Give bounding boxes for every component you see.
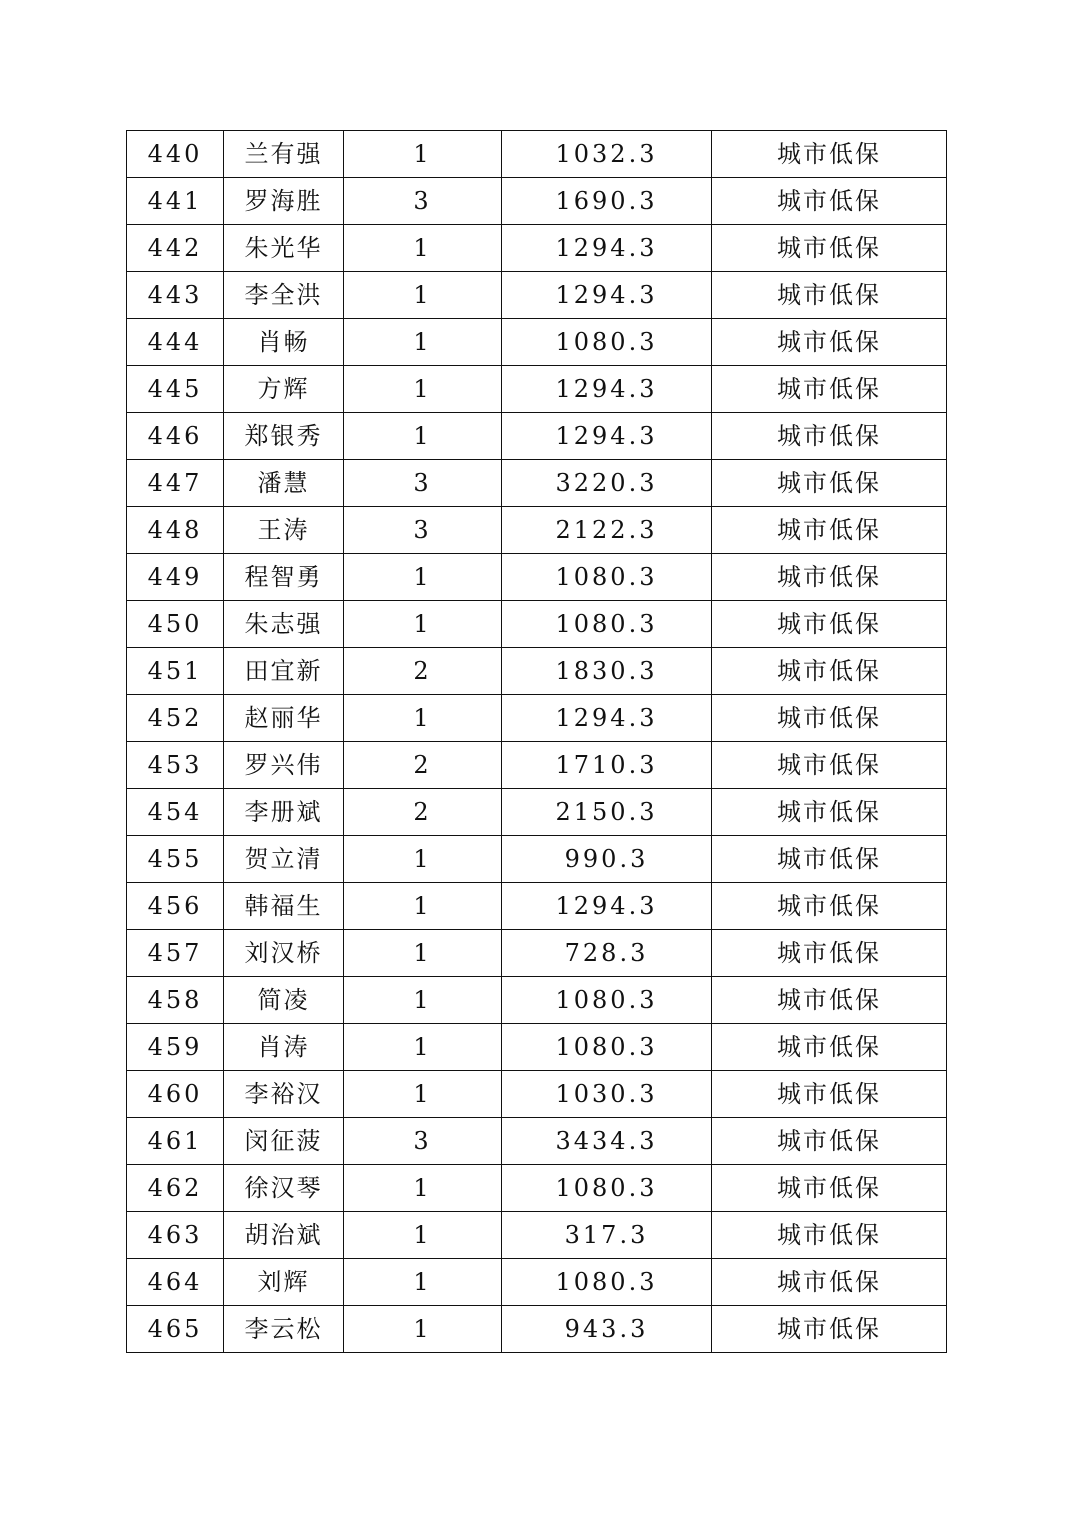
- table-row: [127, 131, 947, 178]
- assistance-type-cell: 城市低保: [712, 272, 947, 319]
- row-number-cell: 463: [127, 1212, 224, 1259]
- assistance-type-cell: 城市低保: [712, 1212, 947, 1259]
- amount-cell: 728.3: [502, 930, 712, 977]
- household-count-cell: 3: [344, 507, 502, 554]
- row-number-cell: 458: [127, 977, 224, 1024]
- assistance-type-cell: 城市低保: [712, 131, 947, 178]
- assistance-type-cell: 城市低保: [712, 648, 947, 695]
- assistance-type-cell: 城市低保: [712, 1118, 947, 1165]
- row-number-cell: 456: [127, 883, 224, 930]
- amount-cell: 1294.3: [502, 883, 712, 930]
- household-count-cell: 1: [344, 1259, 502, 1306]
- amount-cell: 1294.3: [502, 272, 712, 319]
- row-number-cell: 465: [127, 1306, 224, 1353]
- amount-cell: 1080.3: [502, 554, 712, 601]
- amount-cell: 1080.3: [502, 1165, 712, 1212]
- household-count-cell: 1: [344, 1306, 502, 1353]
- amount-cell: 1294.3: [502, 413, 712, 460]
- name-cell: 贺立清: [224, 836, 344, 883]
- row-number-cell: 455: [127, 836, 224, 883]
- table-row: [127, 1165, 947, 1212]
- assistance-type-cell: 城市低保: [712, 977, 947, 1024]
- table-row: [127, 507, 947, 554]
- household-count-cell: 2: [344, 742, 502, 789]
- name-cell: 郑银秀: [224, 413, 344, 460]
- household-count-cell: 1: [344, 225, 502, 272]
- row-number-cell: 440: [127, 131, 224, 178]
- row-number-cell: 459: [127, 1024, 224, 1071]
- row-number-cell: 457: [127, 930, 224, 977]
- assistance-type-cell: 城市低保: [712, 742, 947, 789]
- household-count-cell: 3: [344, 178, 502, 225]
- assistance-type-cell: 城市低保: [712, 1306, 947, 1353]
- row-number-cell: 441: [127, 178, 224, 225]
- table-row: [127, 554, 947, 601]
- assistance-type-cell: 城市低保: [712, 1165, 947, 1212]
- table-row: [127, 1024, 947, 1071]
- table-row: [127, 601, 947, 648]
- name-cell: 赵丽华: [224, 695, 344, 742]
- name-cell: 兰有强: [224, 131, 344, 178]
- assistance-type-cell: 城市低保: [712, 836, 947, 883]
- row-number-cell: 462: [127, 1165, 224, 1212]
- table-row: [127, 413, 947, 460]
- table-row: [127, 789, 947, 836]
- table-row: [127, 272, 947, 319]
- amount-cell: 1830.3: [502, 648, 712, 695]
- name-cell: 罗海胜: [224, 178, 344, 225]
- name-cell: 刘辉: [224, 1259, 344, 1306]
- assistance-type-cell: 城市低保: [712, 1071, 947, 1118]
- amount-cell: 1294.3: [502, 225, 712, 272]
- household-count-cell: 1: [344, 1024, 502, 1071]
- household-count-cell: 1: [344, 272, 502, 319]
- assistance-type-cell: 城市低保: [712, 413, 947, 460]
- assistance-type-cell: 城市低保: [712, 507, 947, 554]
- amount-cell: 1030.3: [502, 1071, 712, 1118]
- name-cell: 程智勇: [224, 554, 344, 601]
- name-cell: 朱志强: [224, 601, 344, 648]
- name-cell: 方辉: [224, 366, 344, 413]
- assistance-type-cell: 城市低保: [712, 1024, 947, 1071]
- amount-cell: 1294.3: [502, 366, 712, 413]
- row-number-cell: 461: [127, 1118, 224, 1165]
- household-count-cell: 3: [344, 1118, 502, 1165]
- row-number-cell: 452: [127, 695, 224, 742]
- amount-cell: 2122.3: [502, 507, 712, 554]
- household-count-cell: 1: [344, 977, 502, 1024]
- table-row: [127, 366, 947, 413]
- table-row: [127, 1212, 947, 1259]
- assistance-type-cell: 城市低保: [712, 695, 947, 742]
- table-row: [127, 836, 947, 883]
- table-row: [127, 1071, 947, 1118]
- row-number-cell: 444: [127, 319, 224, 366]
- amount-cell: 1690.3: [502, 178, 712, 225]
- amount-cell: 1032.3: [502, 131, 712, 178]
- household-count-cell: 1: [344, 836, 502, 883]
- name-cell: 李全洪: [224, 272, 344, 319]
- amount-cell: 1080.3: [502, 1024, 712, 1071]
- household-count-cell: 1: [344, 554, 502, 601]
- table-row: [127, 460, 947, 507]
- name-cell: 王涛: [224, 507, 344, 554]
- row-number-cell: 448: [127, 507, 224, 554]
- assistance-type-cell: 城市低保: [712, 178, 947, 225]
- household-count-cell: 1: [344, 319, 502, 366]
- table-row: [127, 977, 947, 1024]
- recipient-table: [126, 130, 947, 1353]
- name-cell: 李册斌: [224, 789, 344, 836]
- assistance-type-cell: 城市低保: [712, 1259, 947, 1306]
- name-cell: 田宜新: [224, 648, 344, 695]
- table-row: [127, 1259, 947, 1306]
- row-number-cell: 454: [127, 789, 224, 836]
- name-cell: 闵征菠: [224, 1118, 344, 1165]
- household-count-cell: 2: [344, 648, 502, 695]
- row-number-cell: 447: [127, 460, 224, 507]
- name-cell: 李云松: [224, 1306, 344, 1353]
- amount-cell: 990.3: [502, 836, 712, 883]
- name-cell: 罗兴伟: [224, 742, 344, 789]
- row-number-cell: 446: [127, 413, 224, 460]
- amount-cell: 1080.3: [502, 319, 712, 366]
- table-row: [127, 1306, 947, 1353]
- name-cell: 肖畅: [224, 319, 344, 366]
- assistance-type-cell: 城市低保: [712, 554, 947, 601]
- assistance-type-cell: 城市低保: [712, 930, 947, 977]
- name-cell: 朱光华: [224, 225, 344, 272]
- assistance-type-cell: 城市低保: [712, 460, 947, 507]
- assistance-type-cell: 城市低保: [712, 789, 947, 836]
- row-number-cell: 460: [127, 1071, 224, 1118]
- table-row: [127, 695, 947, 742]
- amount-cell: 2150.3: [502, 789, 712, 836]
- table-row: [127, 1118, 947, 1165]
- name-cell: 刘汉桥: [224, 930, 344, 977]
- assistance-type-cell: 城市低保: [712, 225, 947, 272]
- assistance-type-cell: 城市低保: [712, 601, 947, 648]
- household-count-cell: 1: [344, 1071, 502, 1118]
- amount-cell: 1294.3: [502, 695, 712, 742]
- table-row: [127, 648, 947, 695]
- assistance-type-cell: 城市低保: [712, 319, 947, 366]
- table-row: [127, 225, 947, 272]
- assistance-type-cell: 城市低保: [712, 883, 947, 930]
- table-row: [127, 742, 947, 789]
- row-number-cell: 445: [127, 366, 224, 413]
- table-row: [127, 883, 947, 930]
- name-cell: 潘慧: [224, 460, 344, 507]
- household-count-cell: 1: [344, 366, 502, 413]
- household-count-cell: 1: [344, 930, 502, 977]
- name-cell: 李裕汉: [224, 1071, 344, 1118]
- amount-cell: 1080.3: [502, 601, 712, 648]
- household-count-cell: 1: [344, 1212, 502, 1259]
- name-cell: 徐汉琴: [224, 1165, 344, 1212]
- amount-cell: 317.3: [502, 1212, 712, 1259]
- row-number-cell: 442: [127, 225, 224, 272]
- row-number-cell: 453: [127, 742, 224, 789]
- amount-cell: 1080.3: [502, 977, 712, 1024]
- name-cell: 韩福生: [224, 883, 344, 930]
- name-cell: 胡治斌: [224, 1212, 344, 1259]
- row-number-cell: 450: [127, 601, 224, 648]
- name-cell: 简凌: [224, 977, 344, 1024]
- row-number-cell: 464: [127, 1259, 224, 1306]
- row-number-cell: 451: [127, 648, 224, 695]
- row-number-cell: 443: [127, 272, 224, 319]
- amount-cell: 3220.3: [502, 460, 712, 507]
- household-count-cell: 3: [344, 460, 502, 507]
- amount-cell: 943.3: [502, 1306, 712, 1353]
- row-number-cell: 449: [127, 554, 224, 601]
- amount-cell: 1080.3: [502, 1259, 712, 1306]
- household-count-cell: 1: [344, 1165, 502, 1212]
- household-count-cell: 1: [344, 413, 502, 460]
- table-row: [127, 319, 947, 366]
- amount-cell: 1710.3: [502, 742, 712, 789]
- household-count-cell: 1: [344, 695, 502, 742]
- recipient-table-body: [127, 131, 947, 1353]
- assistance-type-cell: 城市低保: [712, 366, 947, 413]
- household-count-cell: 1: [344, 883, 502, 930]
- amount-cell: 3434.3: [502, 1118, 712, 1165]
- name-cell: 肖涛: [224, 1024, 344, 1071]
- household-count-cell: 1: [344, 131, 502, 178]
- household-count-cell: 1: [344, 601, 502, 648]
- table-row: [127, 178, 947, 225]
- household-count-cell: 2: [344, 789, 502, 836]
- table-row: [127, 930, 947, 977]
